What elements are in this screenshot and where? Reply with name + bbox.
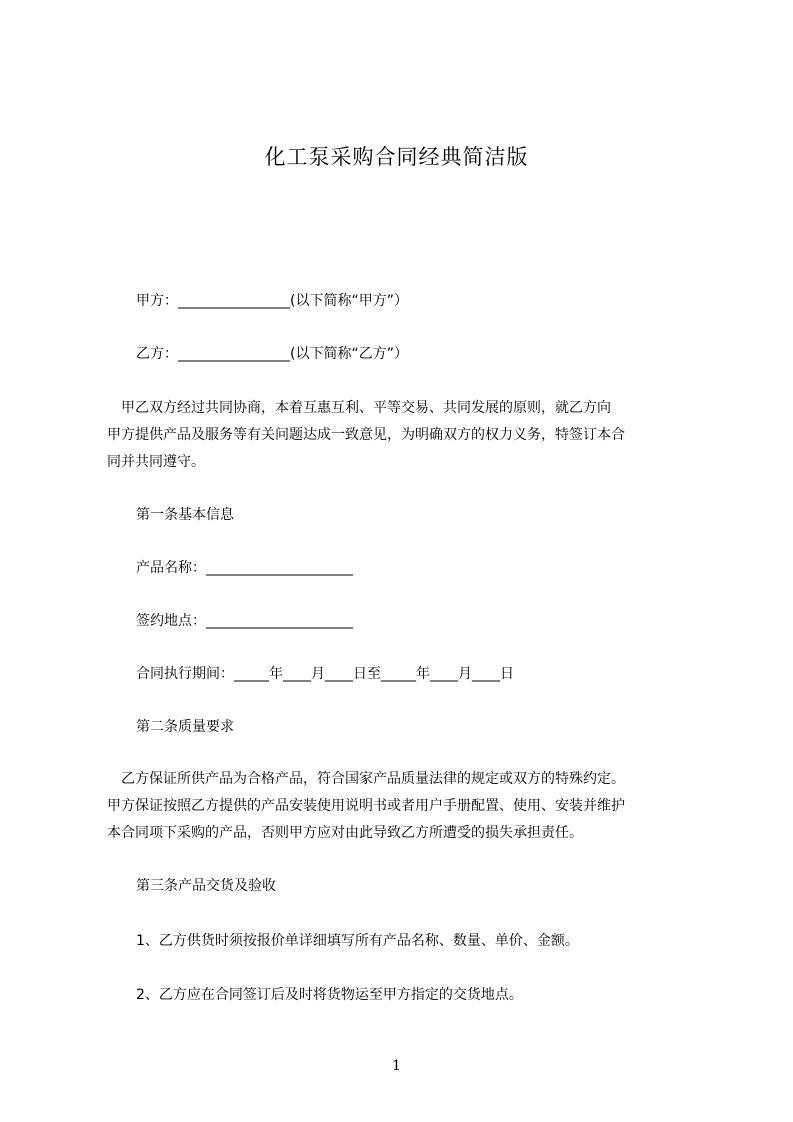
intro-line-2: 甲方提供产品及服务等有关问题达成一致意见，为明确双方的权力义务，特签订本合 [107,427,625,443]
intro-line-3: 同并共同遵守。 [107,454,205,470]
delivery-item-2: 2、乙方应在合同签订后及时将货物运至甲方指定的交货地点。 [136,987,523,1003]
contract-period-line: 合同执行期间：_____年____月____日至_____年____月____日 [136,666,514,682]
article-2-heading: 第二条质量要求 [136,719,234,735]
article-3-heading: 第三条产品交货及验收 [136,878,276,894]
document-title: 化工泵采购合同经典简洁版 [264,145,529,169]
page-number: 1 [392,1058,401,1074]
quality-line-3: 本合同项下采购的产品，否则甲方应对由此导致乙方所遭受的损失承担责任。 [107,825,583,841]
party-b-line: 乙方：________________(以下简称“乙方”） [136,346,408,362]
product-name-line: 产品名称：_____________________ [136,560,353,576]
intro-line-1: 甲乙双方经过共同协商，本着互惠互利、平等交易、共同发展的原则，就乙方向 [107,400,611,416]
intro-paragraph [107,395,707,476]
quality-paragraph [107,766,707,847]
sign-place-line: 签约地点：_____________________ [136,613,353,629]
article-1-heading: 第一条基本信息 [136,507,234,523]
delivery-item-1: 1、乙方供货时须按报价单详细填写所有产品名称、数量、单价、金额。 [136,933,579,949]
quality-line-2: 甲方保证按照乙方提供的产品安装使用说明书或者用户手册配置、使用、安装并维护 [107,798,625,814]
quality-line-1: 乙方保证所供产品为合格产品，符合国家产品质量法律的规定或双方的特殊约定。 [107,771,625,787]
party-a-line: 甲方：________________(以下简称“甲方”） [136,293,408,309]
